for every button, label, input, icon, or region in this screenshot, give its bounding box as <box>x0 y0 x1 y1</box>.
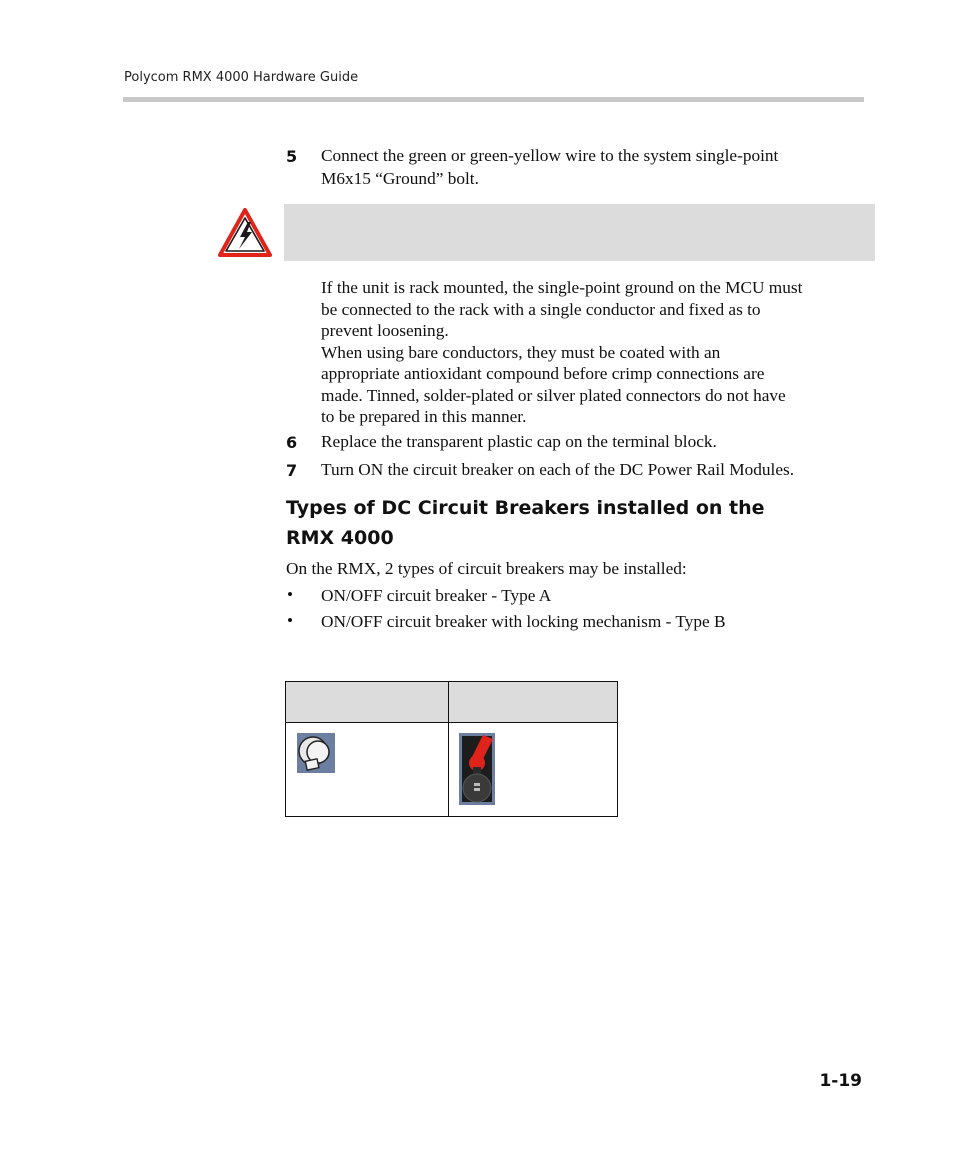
warning-line: When using bare conductors, they must be coated with an <box>321 342 721 362</box>
table-cell <box>286 723 449 817</box>
table-row <box>286 723 618 817</box>
bullet-marker: • <box>287 611 294 630</box>
step-text: Turn ON the circuit breaker on each of the DC Power Rail Modules. <box>321 460 795 479</box>
warning-line: If the unit is rack mounted, the single-point ground on the MCU must <box>321 278 803 297</box>
table-header-row <box>286 682 618 723</box>
page-number: 1-19 <box>819 1071 862 1091</box>
warning-line: to be prepared in this manner. <box>321 407 527 426</box>
type-a-circuit-breaker-image <box>297 733 335 778</box>
section-heading-line: RMX 4000 <box>286 527 394 549</box>
warning-line: prevent loosening. <box>321 321 449 340</box>
bullet-item: ON/OFF circuit breaker - Type A <box>321 586 552 605</box>
table-cell <box>449 723 618 817</box>
table-header-cell <box>449 682 618 723</box>
header-rule <box>123 97 864 102</box>
step-text-line: M6x15 “Ground” bolt. <box>321 169 479 188</box>
bullet-item: ON/OFF circuit breaker with locking mechanism - Type B <box>321 612 726 631</box>
warning-line: be connected to the rack with a single conductor and fixed as to <box>321 299 761 319</box>
table-header-cell <box>286 682 449 723</box>
section-heading <box>286 493 765 553</box>
circuit-breaker-table <box>285 681 618 817</box>
running-header: Polycom RMX 4000 Hardware Guide <box>124 70 359 85</box>
step-number: 6 <box>286 433 298 452</box>
step-number: 5 <box>286 147 298 166</box>
warning-line: made. Tinned, solder-plated or silver plated connectors do not have <box>321 385 786 405</box>
warning-line: appropriate antioxidant compound before crimp connections are <box>321 364 765 383</box>
step-text: Replace the transparent plastic cap on the terminal block. <box>321 432 717 451</box>
step-number: 7 <box>286 461 298 480</box>
section-intro: On the RMX, 2 types of circuit breakers may be installed: <box>286 559 687 578</box>
step-text-line: Connect the green or green-yellow wire to the system single-point <box>321 146 779 165</box>
bullet-marker: • <box>287 585 294 604</box>
step-text <box>321 145 881 190</box>
warning-text <box>321 277 881 428</box>
type-b-circuit-breaker-image <box>459 733 495 810</box>
section-heading-line: Types of DC Circuit Breakers installed on the <box>286 497 765 519</box>
electrical-hazard-icon <box>218 207 272 257</box>
warning-heading-bar <box>284 204 875 261</box>
